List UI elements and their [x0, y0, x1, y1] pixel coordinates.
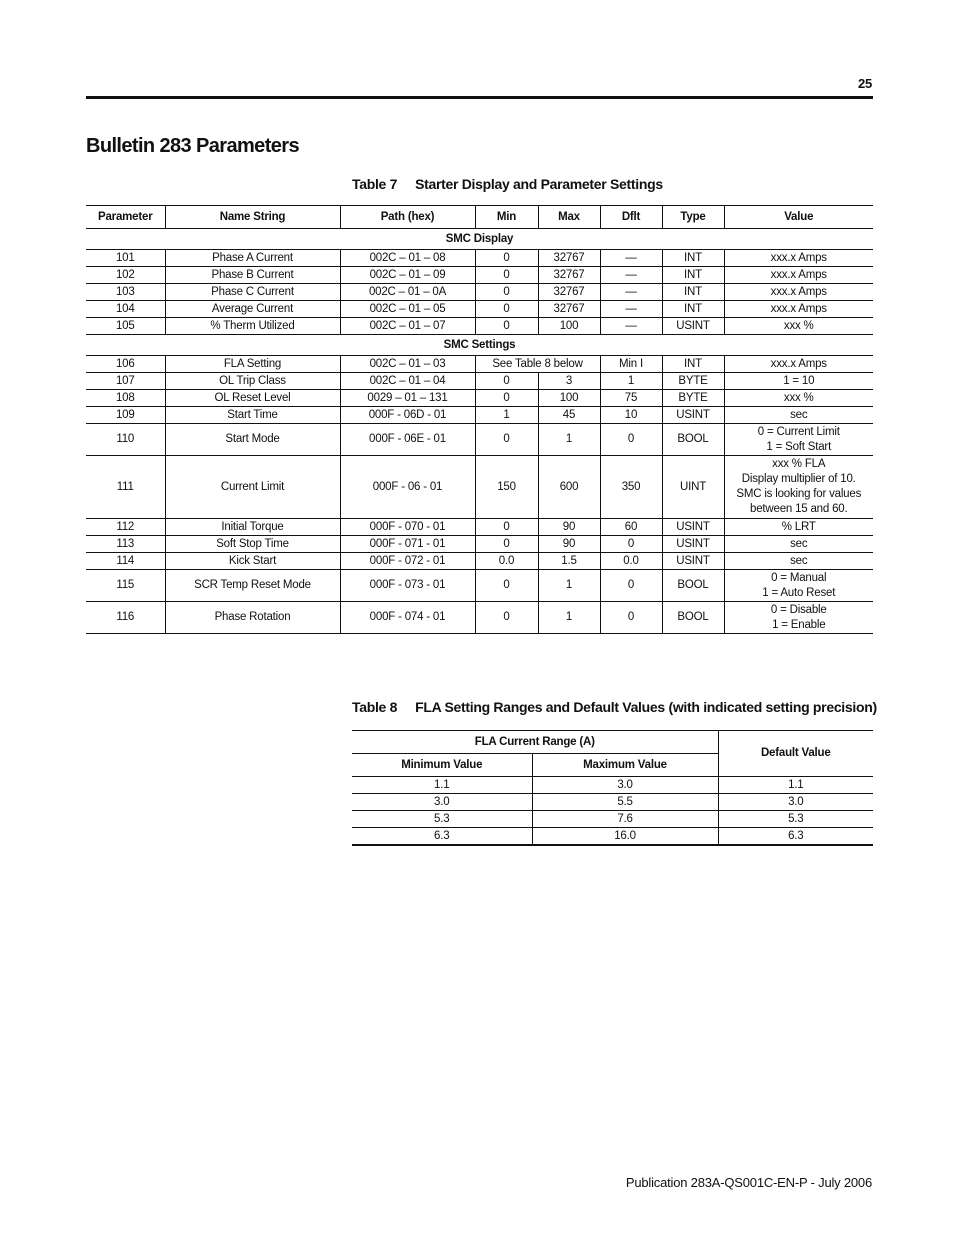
value-cell: [724, 553, 873, 570]
parameter-cell: 105: [86, 318, 165, 335]
default-cell: 0: [600, 424, 662, 456]
column-header: Maximum Value: [532, 754, 718, 777]
value-line: xxx.x Amps: [770, 268, 827, 281]
value-cell: [724, 456, 873, 519]
value-cell: [724, 356, 873, 373]
table-row: [86, 536, 873, 553]
parameter-cell: 102: [86, 267, 165, 284]
default-cell: —: [600, 250, 662, 267]
value-line: sec: [790, 537, 808, 550]
table-row: [86, 284, 873, 301]
max-cell: 600: [538, 456, 600, 519]
min-cell: 0: [475, 602, 538, 634]
min-cell: 0: [475, 318, 538, 335]
min-cell: 0: [475, 267, 538, 284]
path-cell: 000F - 073 - 01: [340, 570, 475, 602]
value-line: % LRT: [781, 520, 816, 533]
min-cell: 150: [475, 456, 538, 519]
path-cell: 000F - 071 - 01: [340, 536, 475, 553]
default-value-cell: 6.3: [718, 828, 873, 846]
default-cell: 350: [600, 456, 662, 519]
group-row: [86, 229, 873, 250]
maximum-value-cell: 3.0: [532, 777, 718, 794]
parameter-cell: 113: [86, 536, 165, 553]
table-header-row: [352, 731, 873, 754]
path-cell: 002C – 01 – 08: [340, 250, 475, 267]
max-cell: 32767: [538, 301, 600, 318]
value-line: xxx % FLA: [772, 458, 826, 470]
path-cell: 000F - 070 - 01: [340, 519, 475, 536]
max-cell: 1: [538, 570, 600, 602]
type-cell: INT: [662, 301, 724, 318]
column-header: Name String: [165, 206, 340, 229]
parameter-cell: 114: [86, 553, 165, 570]
max-cell: 90: [538, 536, 600, 553]
max-cell: 1: [538, 602, 600, 634]
min-cell: 0: [475, 390, 538, 407]
value-cell: [724, 602, 873, 634]
path-cell: 0029 – 01 – 131: [340, 390, 475, 407]
section-title: Bulletin 283 Parameters: [86, 135, 299, 157]
value-cell: [724, 570, 873, 602]
value-line: sec: [790, 408, 808, 421]
type-cell: INT: [662, 284, 724, 301]
minimum-value-cell: 3.0: [352, 794, 532, 811]
min-cell: 0: [475, 536, 538, 553]
column-header: Default Value: [718, 731, 873, 777]
min-cell: 0: [475, 519, 538, 536]
table-row: [352, 811, 873, 828]
min-cell: 0: [475, 301, 538, 318]
column-header: Path (hex): [340, 206, 475, 229]
table-row: [86, 356, 873, 373]
default-value-cell: 3.0: [718, 794, 873, 811]
type-cell: INT: [662, 356, 724, 373]
value-cell: [724, 407, 873, 424]
default-cell: —: [600, 301, 662, 318]
column-header: Parameter: [86, 206, 165, 229]
table-row: [86, 301, 873, 318]
type-cell: USINT: [662, 318, 724, 335]
table-row: [86, 456, 873, 519]
name-string-cell: Soft Stop Time: [165, 536, 340, 553]
default-cell: 0: [600, 570, 662, 602]
parameter-cell: 115: [86, 570, 165, 602]
value-line: SMC is looking for values: [736, 488, 862, 500]
table-row: [352, 828, 873, 846]
type-cell: BOOL: [662, 602, 724, 634]
min-cell: 0: [475, 284, 538, 301]
value-line: 0 = Disable: [770, 603, 827, 616]
maximum-value-cell: 5.5: [532, 794, 718, 811]
default-value-cell: 1.1: [718, 777, 873, 794]
value-cell: [724, 267, 873, 284]
min-cell: 1: [475, 407, 538, 424]
parameter-settings-table: [86, 205, 873, 634]
minimum-value-cell: 1.1: [352, 777, 532, 794]
max-cell: 1.5: [538, 553, 600, 570]
value-cell: [724, 284, 873, 301]
value-cell: [724, 424, 873, 456]
parameter-cell: 101: [86, 250, 165, 267]
min-cell: 0: [475, 570, 538, 602]
table-row: [86, 519, 873, 536]
default-cell: 10: [600, 407, 662, 424]
value-line: Display multiplier of 10.: [741, 473, 856, 485]
value-cell: [724, 536, 873, 553]
value-cell: [724, 390, 873, 407]
name-string-cell: Start Time: [165, 407, 340, 424]
table-8-label: Table 8: [352, 699, 398, 715]
maximum-value-cell: 16.0: [532, 828, 718, 846]
type-cell: BYTE: [662, 390, 724, 407]
value-cell: [724, 373, 873, 390]
parameter-cell: 103: [86, 284, 165, 301]
default-cell: 0.0: [600, 553, 662, 570]
default-value-cell: 5.3: [718, 811, 873, 828]
group-label: SMC Display: [86, 229, 873, 250]
value-line: xxx.x Amps: [770, 285, 827, 298]
value-line: 1 = Auto Reset: [762, 586, 836, 599]
type-cell: BYTE: [662, 373, 724, 390]
value-line: xxx.x Amps: [770, 251, 827, 264]
default-cell: 0: [600, 602, 662, 634]
table-row: [86, 250, 873, 267]
path-cell: 000F - 072 - 01: [340, 553, 475, 570]
column-header: Minimum Value: [352, 754, 532, 777]
max-cell: 1: [538, 424, 600, 456]
name-string-cell: Average Current: [165, 301, 340, 318]
min-cell: 0: [475, 250, 538, 267]
max-cell: 32767: [538, 267, 600, 284]
type-cell: USINT: [662, 553, 724, 570]
path-cell: 002C – 01 – 04: [340, 373, 475, 390]
table-7-label: Table 7: [352, 176, 398, 192]
type-cell: INT: [662, 267, 724, 284]
table-row: [86, 602, 873, 634]
name-string-cell: FLA Setting: [165, 356, 340, 373]
value-line: xxx.x Amps: [770, 357, 827, 370]
default-cell: 0: [600, 536, 662, 553]
column-header: Max: [538, 206, 600, 229]
path-cell: 002C – 01 – 0A: [340, 284, 475, 301]
parameter-cell: 107: [86, 373, 165, 390]
value-line: 1 = 10: [783, 374, 815, 387]
name-string-cell: Phase A Current: [165, 250, 340, 267]
table-row: [86, 373, 873, 390]
value-line: 1 = Enable: [772, 618, 826, 631]
table-row: [86, 407, 873, 424]
value-cell: [724, 519, 873, 536]
name-string-cell: SCR Temp Reset Mode: [165, 570, 340, 602]
min-cell: 0.0: [475, 553, 538, 570]
max-cell: 100: [538, 390, 600, 407]
max-cell: 32767: [538, 284, 600, 301]
parameter-cell: 108: [86, 390, 165, 407]
table-row: [86, 570, 873, 602]
table-8-caption: [352, 699, 877, 715]
table-row: [86, 318, 873, 335]
value-line: between 15 and 60.: [750, 503, 848, 515]
type-cell: USINT: [662, 536, 724, 553]
table-row: [86, 424, 873, 456]
table-7-caption: [352, 176, 663, 192]
column-header: Min: [475, 206, 538, 229]
name-string-cell: Kick Start: [165, 553, 340, 570]
parameter-cell: 104: [86, 301, 165, 318]
page-number: 25: [857, 76, 872, 91]
fla-ranges-table: [352, 730, 873, 846]
column-group-header: FLA Current Range (A): [352, 731, 718, 754]
name-string-cell: Initial Torque: [165, 519, 340, 536]
parameter-cell: 116: [86, 602, 165, 634]
max-cell: 45: [538, 407, 600, 424]
value-line: 0 = Manual: [771, 571, 827, 584]
publication-footer: Publication 283A-QS001C-EN-P - July 2006: [625, 1175, 872, 1190]
table-row: [86, 390, 873, 407]
type-cell: USINT: [662, 407, 724, 424]
parameter-cell: 111: [86, 456, 165, 519]
value-line: sec: [790, 554, 808, 567]
value-cell: [724, 250, 873, 267]
column-header: Dflt: [600, 206, 662, 229]
name-string-cell: Phase B Current: [165, 267, 340, 284]
group-label: SMC Settings: [86, 335, 873, 356]
minimum-value-cell: 6.3: [352, 828, 532, 846]
path-cell: 002C – 01 – 03: [340, 356, 475, 373]
path-cell: 002C – 01 – 05: [340, 301, 475, 318]
value-line: xxx.x Amps: [770, 302, 827, 315]
parameter-cell: 109: [86, 407, 165, 424]
name-string-cell: Start Mode: [165, 424, 340, 456]
default-cell: 1: [600, 373, 662, 390]
type-cell: BOOL: [662, 570, 724, 602]
parameter-cell: 110: [86, 424, 165, 456]
path-cell: 000F - 074 - 01: [340, 602, 475, 634]
parameter-cell: 112: [86, 519, 165, 536]
group-row: [86, 335, 873, 356]
table-row: [352, 794, 873, 811]
path-cell: 000F - 06E - 01: [340, 424, 475, 456]
path-cell: 002C – 01 – 09: [340, 267, 475, 284]
default-cell: 75: [600, 390, 662, 407]
max-cell: 3: [538, 373, 600, 390]
column-header: Type: [662, 206, 724, 229]
name-string-cell: Current Limit: [165, 456, 340, 519]
table-7-title: Starter Display and Parameter Settings: [415, 176, 663, 192]
default-cell: 60: [600, 519, 662, 536]
name-string-cell: % Therm Utilized: [165, 318, 340, 335]
max-cell: 32767: [538, 250, 600, 267]
min-cell: 0: [475, 373, 538, 390]
parameter-cell: 106: [86, 356, 165, 373]
header-rule: [86, 96, 873, 99]
type-cell: INT: [662, 250, 724, 267]
path-cell: 000F - 06D - 01: [340, 407, 475, 424]
type-cell: BOOL: [662, 424, 724, 456]
path-cell: 002C – 01 – 07: [340, 318, 475, 335]
type-cell: UINT: [662, 456, 724, 519]
default-cell: —: [600, 318, 662, 335]
name-string-cell: OL Reset Level: [165, 390, 340, 407]
path-cell: 000F - 06 - 01: [340, 456, 475, 519]
name-string-cell: Phase C Current: [165, 284, 340, 301]
min-max-cell: See Table 8 below: [475, 356, 600, 373]
value-line: 0 = Current Limit: [757, 425, 840, 438]
maximum-value-cell: 7.6: [532, 811, 718, 828]
value-cell: [724, 301, 873, 318]
name-string-cell: OL Trip Class: [165, 373, 340, 390]
type-cell: USINT: [662, 519, 724, 536]
value-cell: [724, 318, 873, 335]
table-row: [86, 267, 873, 284]
table-8-title: FLA Setting Ranges and Default Values (with indicated setting precision): [415, 699, 877, 715]
table-row: [352, 777, 873, 794]
table-row: [86, 553, 873, 570]
value-line: xxx %: [783, 391, 814, 404]
max-cell: 90: [538, 519, 600, 536]
max-cell: 100: [538, 318, 600, 335]
table-header-row: [86, 206, 873, 229]
minimum-value-cell: 5.3: [352, 811, 532, 828]
column-header: Value: [724, 206, 873, 229]
min-cell: 0: [475, 424, 538, 456]
value-line: 1 = Soft Start: [766, 440, 832, 453]
default-cell: —: [600, 267, 662, 284]
default-cell: —: [600, 284, 662, 301]
value-line: xxx %: [783, 319, 814, 332]
default-cell: Min I: [600, 356, 662, 373]
name-string-cell: Phase Rotation: [165, 602, 340, 634]
